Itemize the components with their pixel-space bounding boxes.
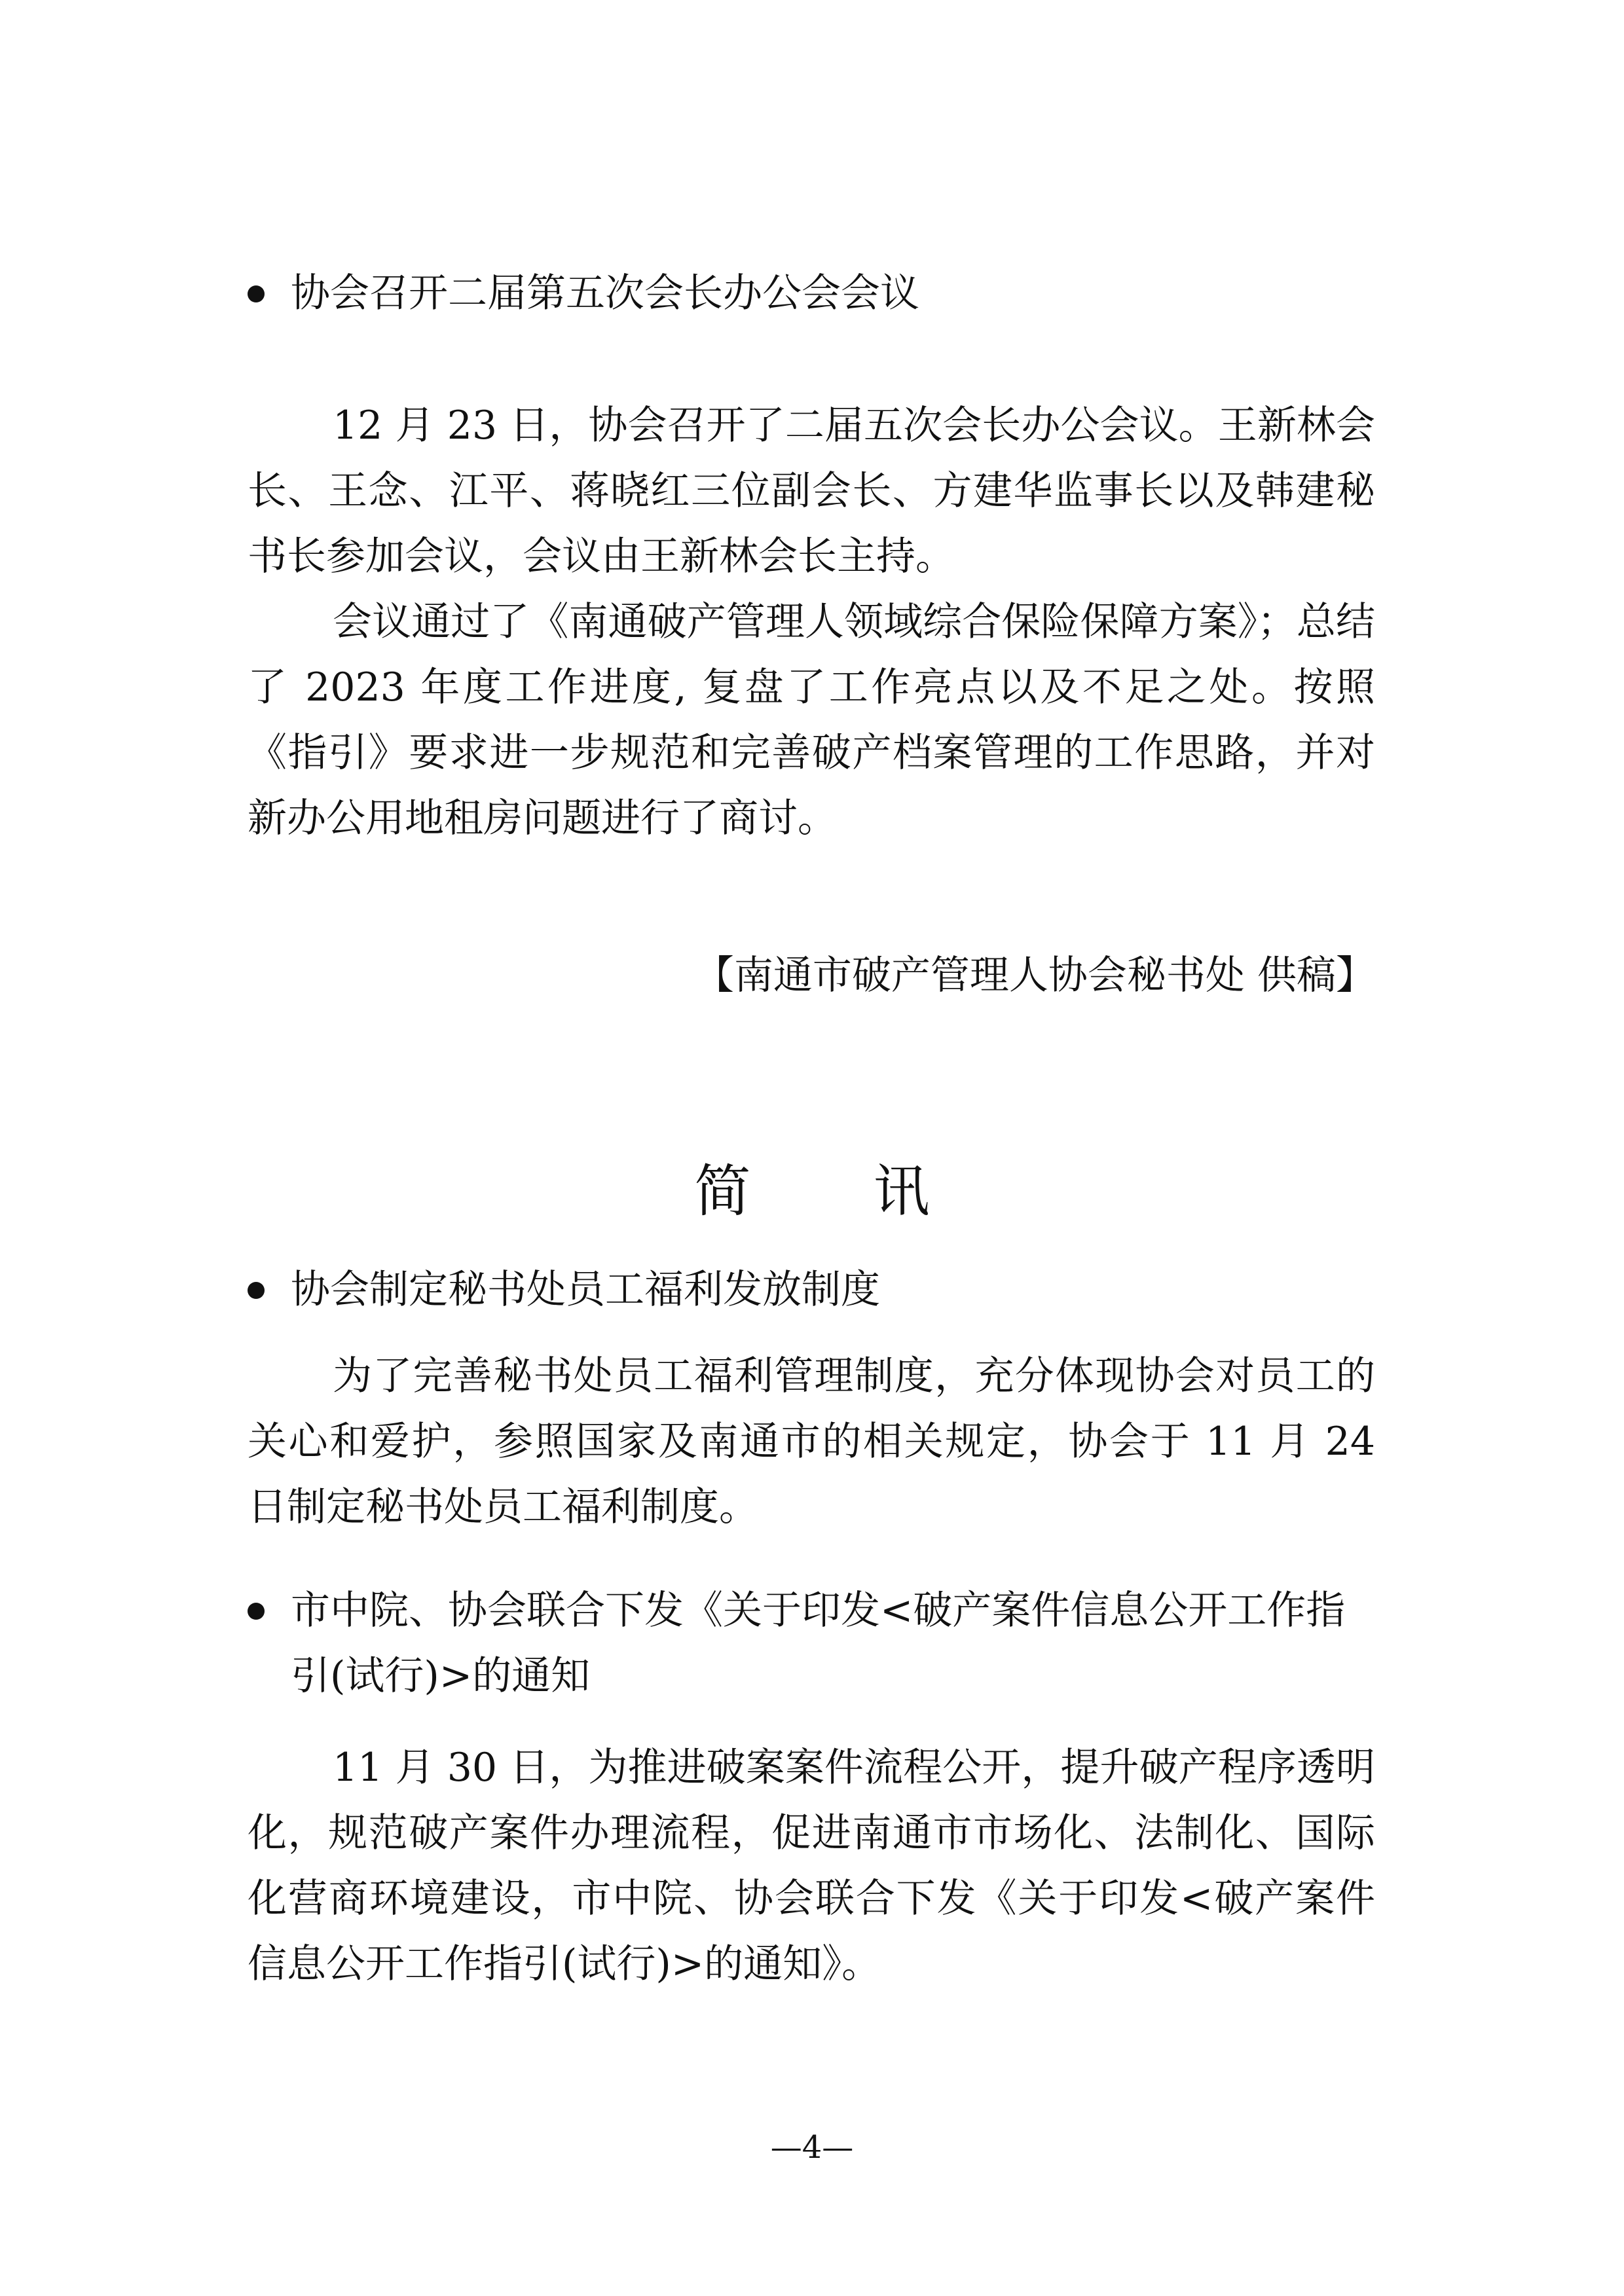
item-heading-text: 协会召开二届第五次会长办公会会议 <box>291 270 919 316</box>
item-paragraph-2: 会议通过了《南通破产管理人领域综合保险保障方案》；总结了 2023 年度工作进度, 复盘了工作亮点以及不足之处。按照《指引》要求进一步规范和完善破产档案管理的工作思路，并对新办公用地租房问题进行了商讨。 <box>248 599 1375 841</box>
news-paragraph-1: 为了完善秘书处员工福利管理制度，充分体现协会对员工的关心和爱护，参照国家及南通市的相关规定，协会于 11 月 24 日制定秘书处员工福利制度。 <box>248 1353 1375 1530</box>
page-number: —4— <box>770 2129 854 2166</box>
bullet-icon <box>248 1282 265 1299</box>
bullet-icon <box>248 285 265 302</box>
item-paragraph-1: 12 月 23 日，协会召开了二届五次会长办公会议。王新林会长、王念、江平、蒋晓红三位副会长、方建华监事长以及韩建秘书长参加会议，会议由王新林会长主持。 <box>248 403 1375 579</box>
source-credit: 【南通市破产管理人协会秘书处 供稿】 <box>694 953 1375 998</box>
section-title: 简 讯 <box>694 1159 982 1224</box>
news-heading-1 <box>248 1257 1375 1322</box>
news-paragraph-2: 11 月 30 日，为推进破案案件流程公开，提升破产程序透明化，规范破产案件办理流程，促进南通市市场化、法制化、国际化营商环境建设，市中院、协会联合下发《关于印发<破产案件信息公开工作指引(试行)>的通知》。 <box>248 1745 1375 1987</box>
news-heading-text: 协会制定秘书处员工福利发放制度 <box>291 1267 880 1313</box>
news-heading-2 <box>248 1578 1375 1709</box>
news-heading-text: 市中院、协会联合下发《关于印发<破产案件信息公开工作指引(试行)>的通知 <box>291 1588 1346 1699</box>
bullet-icon <box>248 1603 265 1620</box>
item-heading <box>248 261 1375 326</box>
